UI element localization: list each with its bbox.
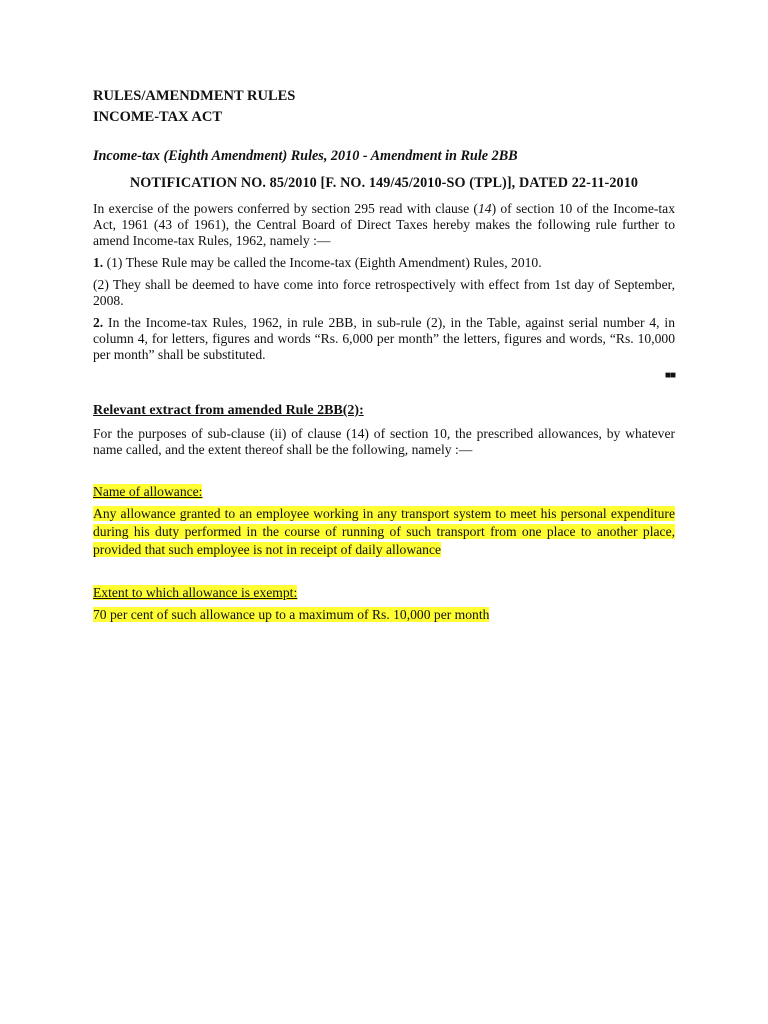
document-page xyxy=(93,86,675,624)
end-mark: ■■ xyxy=(664,370,675,381)
heading-rules-amendment: RULES/AMENDMENT RULES xyxy=(93,88,296,104)
rule-1-number: 1. xyxy=(93,255,104,270)
paragraph-rule-1-2: (2) They shall be deemed to have come into force retrospectively with effect from 1st day of September, 2008. xyxy=(93,277,675,308)
rule-2-text: In the Income-tax Rules, 1962, in rule 2BB, in sub-rule (2), in the Table, against serial number 4, in column 4, for letters, figures and words “Rs. 6,000 per month” the letters, figures and words, “Rs. 10,000 per month” shall be substituted. xyxy=(93,315,675,362)
preamble-text-b: ) of section 10 of the Income-tax Act, 1961 (43 of 1961), the Central Board of Direct Taxes hereby makes the following rule further to amend Income-tax Rules, 1962, namely :— xyxy=(93,201,675,248)
rule-1-text: (1) These Rule may be called the Income-tax (Eighth Amendment) Rules, 2010. xyxy=(103,255,542,270)
exempt-label: Extent to which allowance is exempt: xyxy=(93,585,298,600)
allowance-label-wrap xyxy=(93,483,675,501)
allowance-text: Any allowance granted to an employee working in any transport system to meet his personal expenditure during his duty performed in the course of running of such transport from one place to another place, provided that such employee is not in receipt of daily allowance xyxy=(93,506,675,557)
paragraph-rule-2 xyxy=(93,315,675,363)
preamble-clause: 14 xyxy=(477,201,492,216)
paragraph-preamble xyxy=(93,201,675,249)
preamble-text-a: In exercise of the powers conferred by section 295 read with clause ( xyxy=(93,201,478,216)
paragraph-rule-1 xyxy=(93,255,675,271)
allowance-text-block xyxy=(93,505,675,559)
extract-title: Relevant extract from amended Rule 2BB(2): xyxy=(93,403,364,418)
rule-2-number: 2. xyxy=(93,315,104,330)
subject-line: Income-tax (Eighth Amendment) Rules, 2010 - Amendment in Rule 2BB xyxy=(93,148,518,164)
allowance-label: Name of allowance: xyxy=(93,484,203,499)
exempt-text-block xyxy=(93,606,675,624)
heading-income-tax-act: INCOME-TAX ACT xyxy=(93,109,223,125)
exempt-label-wrap xyxy=(93,584,675,602)
notification-line: NOTIFICATION NO. 85/2010 [F. NO. 149/45/2010-SO (TPL)], DATED 22-11-2010 xyxy=(129,175,639,191)
exempt-text: 70 per cent of such allowance up to a maximum of Rs. 10,000 per month xyxy=(93,607,490,622)
extract-body: For the purposes of sub-clause (ii) of clause (14) of section 10, the prescribed allowances, by whatever name called, and the extent thereof shall be the following, namely :— xyxy=(93,426,675,457)
